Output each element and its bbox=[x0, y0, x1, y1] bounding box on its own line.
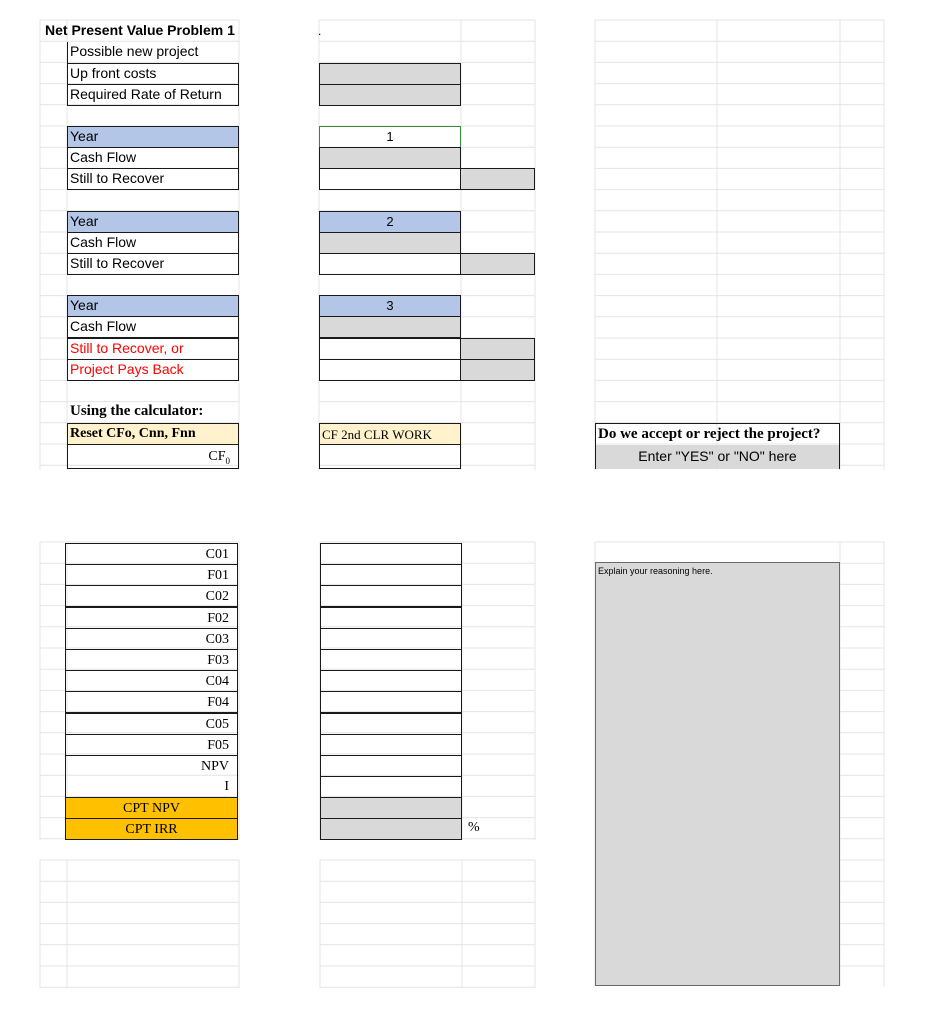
still-to-recover-label-3: Still to Recover, or bbox=[67, 338, 239, 360]
label-required-rate: Required Rate of Return bbox=[67, 84, 239, 106]
label-possible-new-project: Possible new project bbox=[67, 42, 239, 64]
calc-row-input-i[interactable] bbox=[320, 776, 462, 798]
cash-flow-label-3: Cash Flow bbox=[67, 316, 239, 338]
calc-row-label-f02: F02 bbox=[65, 607, 238, 629]
cash-flow-input-1[interactable] bbox=[319, 147, 461, 169]
project-pays-back-label: Project Pays Back bbox=[67, 359, 239, 381]
calc-row-label-c05: C05 bbox=[65, 713, 238, 735]
still-to-recover-extra-1[interactable] bbox=[460, 168, 535, 190]
calc-row-input-f04[interactable] bbox=[320, 691, 462, 713]
calc-row-input-f01[interactable] bbox=[320, 564, 462, 586]
calc-row-label-f05: F05 bbox=[65, 734, 238, 756]
project-pays-back-input[interactable] bbox=[319, 359, 461, 381]
page-title: Net Present Value Problem 1 bbox=[45, 22, 235, 38]
calc-row-label-f01: F01 bbox=[65, 564, 238, 586]
year-value-2[interactable]: 2 bbox=[319, 211, 461, 233]
calc-row-label-npv: NPV bbox=[65, 755, 238, 777]
calc-row-input-c05[interactable] bbox=[320, 713, 462, 735]
calc-row-label-f04: F04 bbox=[65, 691, 238, 713]
label-up-front-costs: Up front costs bbox=[67, 63, 239, 85]
reset-instruction: Reset CFo, Cnn, Fnn bbox=[67, 423, 239, 445]
percent-sign: % bbox=[468, 820, 480, 835]
calc-row-label-f03: F03 bbox=[65, 649, 238, 671]
cash-flow-label-1: Cash Flow bbox=[67, 147, 239, 169]
cf0-text: CF bbox=[208, 449, 226, 464]
still-to-recover-extra-3[interactable] bbox=[460, 338, 535, 360]
still-to-recover-input-2[interactable] bbox=[319, 253, 461, 275]
year-label-2: Year bbox=[67, 211, 239, 233]
calc-row-label-c02: C02 bbox=[65, 585, 238, 607]
calc-row-label-c04: C04 bbox=[65, 670, 238, 692]
calc-row-input-c02[interactable] bbox=[320, 585, 462, 607]
calc-row-label-i: I bbox=[65, 776, 238, 798]
explain-reasoning-textbox[interactable]: Explain your reasoning here. bbox=[595, 562, 840, 986]
project-pays-back-extra[interactable] bbox=[460, 359, 535, 381]
calc-row-label-c03: C03 bbox=[65, 628, 238, 650]
still-to-recover-input-1[interactable] bbox=[319, 168, 461, 190]
calc-row-input-c01[interactable] bbox=[320, 543, 462, 565]
calc-row-input-f05[interactable] bbox=[320, 734, 462, 756]
still-to-recover-label-1: Still to Recover bbox=[67, 168, 239, 190]
calc-row-input-npv[interactable] bbox=[320, 755, 462, 777]
cpt-npv-input[interactable] bbox=[320, 797, 462, 819]
cf0-subscript: 0 bbox=[225, 455, 230, 466]
calc-row-input-f02[interactable] bbox=[320, 607, 462, 629]
still-to-recover-extra-2[interactable] bbox=[460, 253, 535, 275]
calc-row-input-f03[interactable] bbox=[320, 649, 462, 671]
cash-flow-input-2[interactable] bbox=[319, 232, 461, 254]
stray-mark: . bbox=[318, 24, 322, 38]
cpt-npv-label: CPT NPV bbox=[65, 797, 238, 819]
year-value-1[interactable]: 1 bbox=[319, 126, 461, 148]
calc-row-label-c01: C01 bbox=[65, 543, 238, 565]
cf0-label bbox=[67, 444, 239, 469]
calculator-heading: Using the calculator: bbox=[70, 403, 204, 419]
yes-no-input[interactable]: Enter "YES" or "NO" here bbox=[595, 445, 840, 469]
year-value-3[interactable]: 3 bbox=[319, 295, 461, 317]
up-front-costs-input[interactable] bbox=[319, 63, 461, 85]
accept-reject-question: Do we accept or reject the project? bbox=[595, 423, 840, 446]
cash-flow-label-2: Cash Flow bbox=[67, 232, 239, 254]
cash-flow-input-3[interactable] bbox=[319, 316, 461, 338]
year-label-3: Year bbox=[67, 295, 239, 317]
still-to-recover-input-3[interactable] bbox=[319, 338, 461, 360]
calc-row-input-c04[interactable] bbox=[320, 670, 462, 692]
year-label-1: Year bbox=[67, 126, 239, 148]
calc-row-input-c03[interactable] bbox=[320, 628, 462, 650]
cpt-irr-input[interactable] bbox=[320, 818, 462, 840]
still-to-recover-label-2: Still to Recover bbox=[67, 253, 239, 275]
clr-work-instruction: CF 2nd CLR WORK bbox=[319, 423, 461, 445]
cpt-irr-label: CPT IRR bbox=[65, 818, 238, 840]
required-rate-input[interactable] bbox=[319, 84, 461, 106]
cf0-input[interactable] bbox=[319, 444, 461, 469]
